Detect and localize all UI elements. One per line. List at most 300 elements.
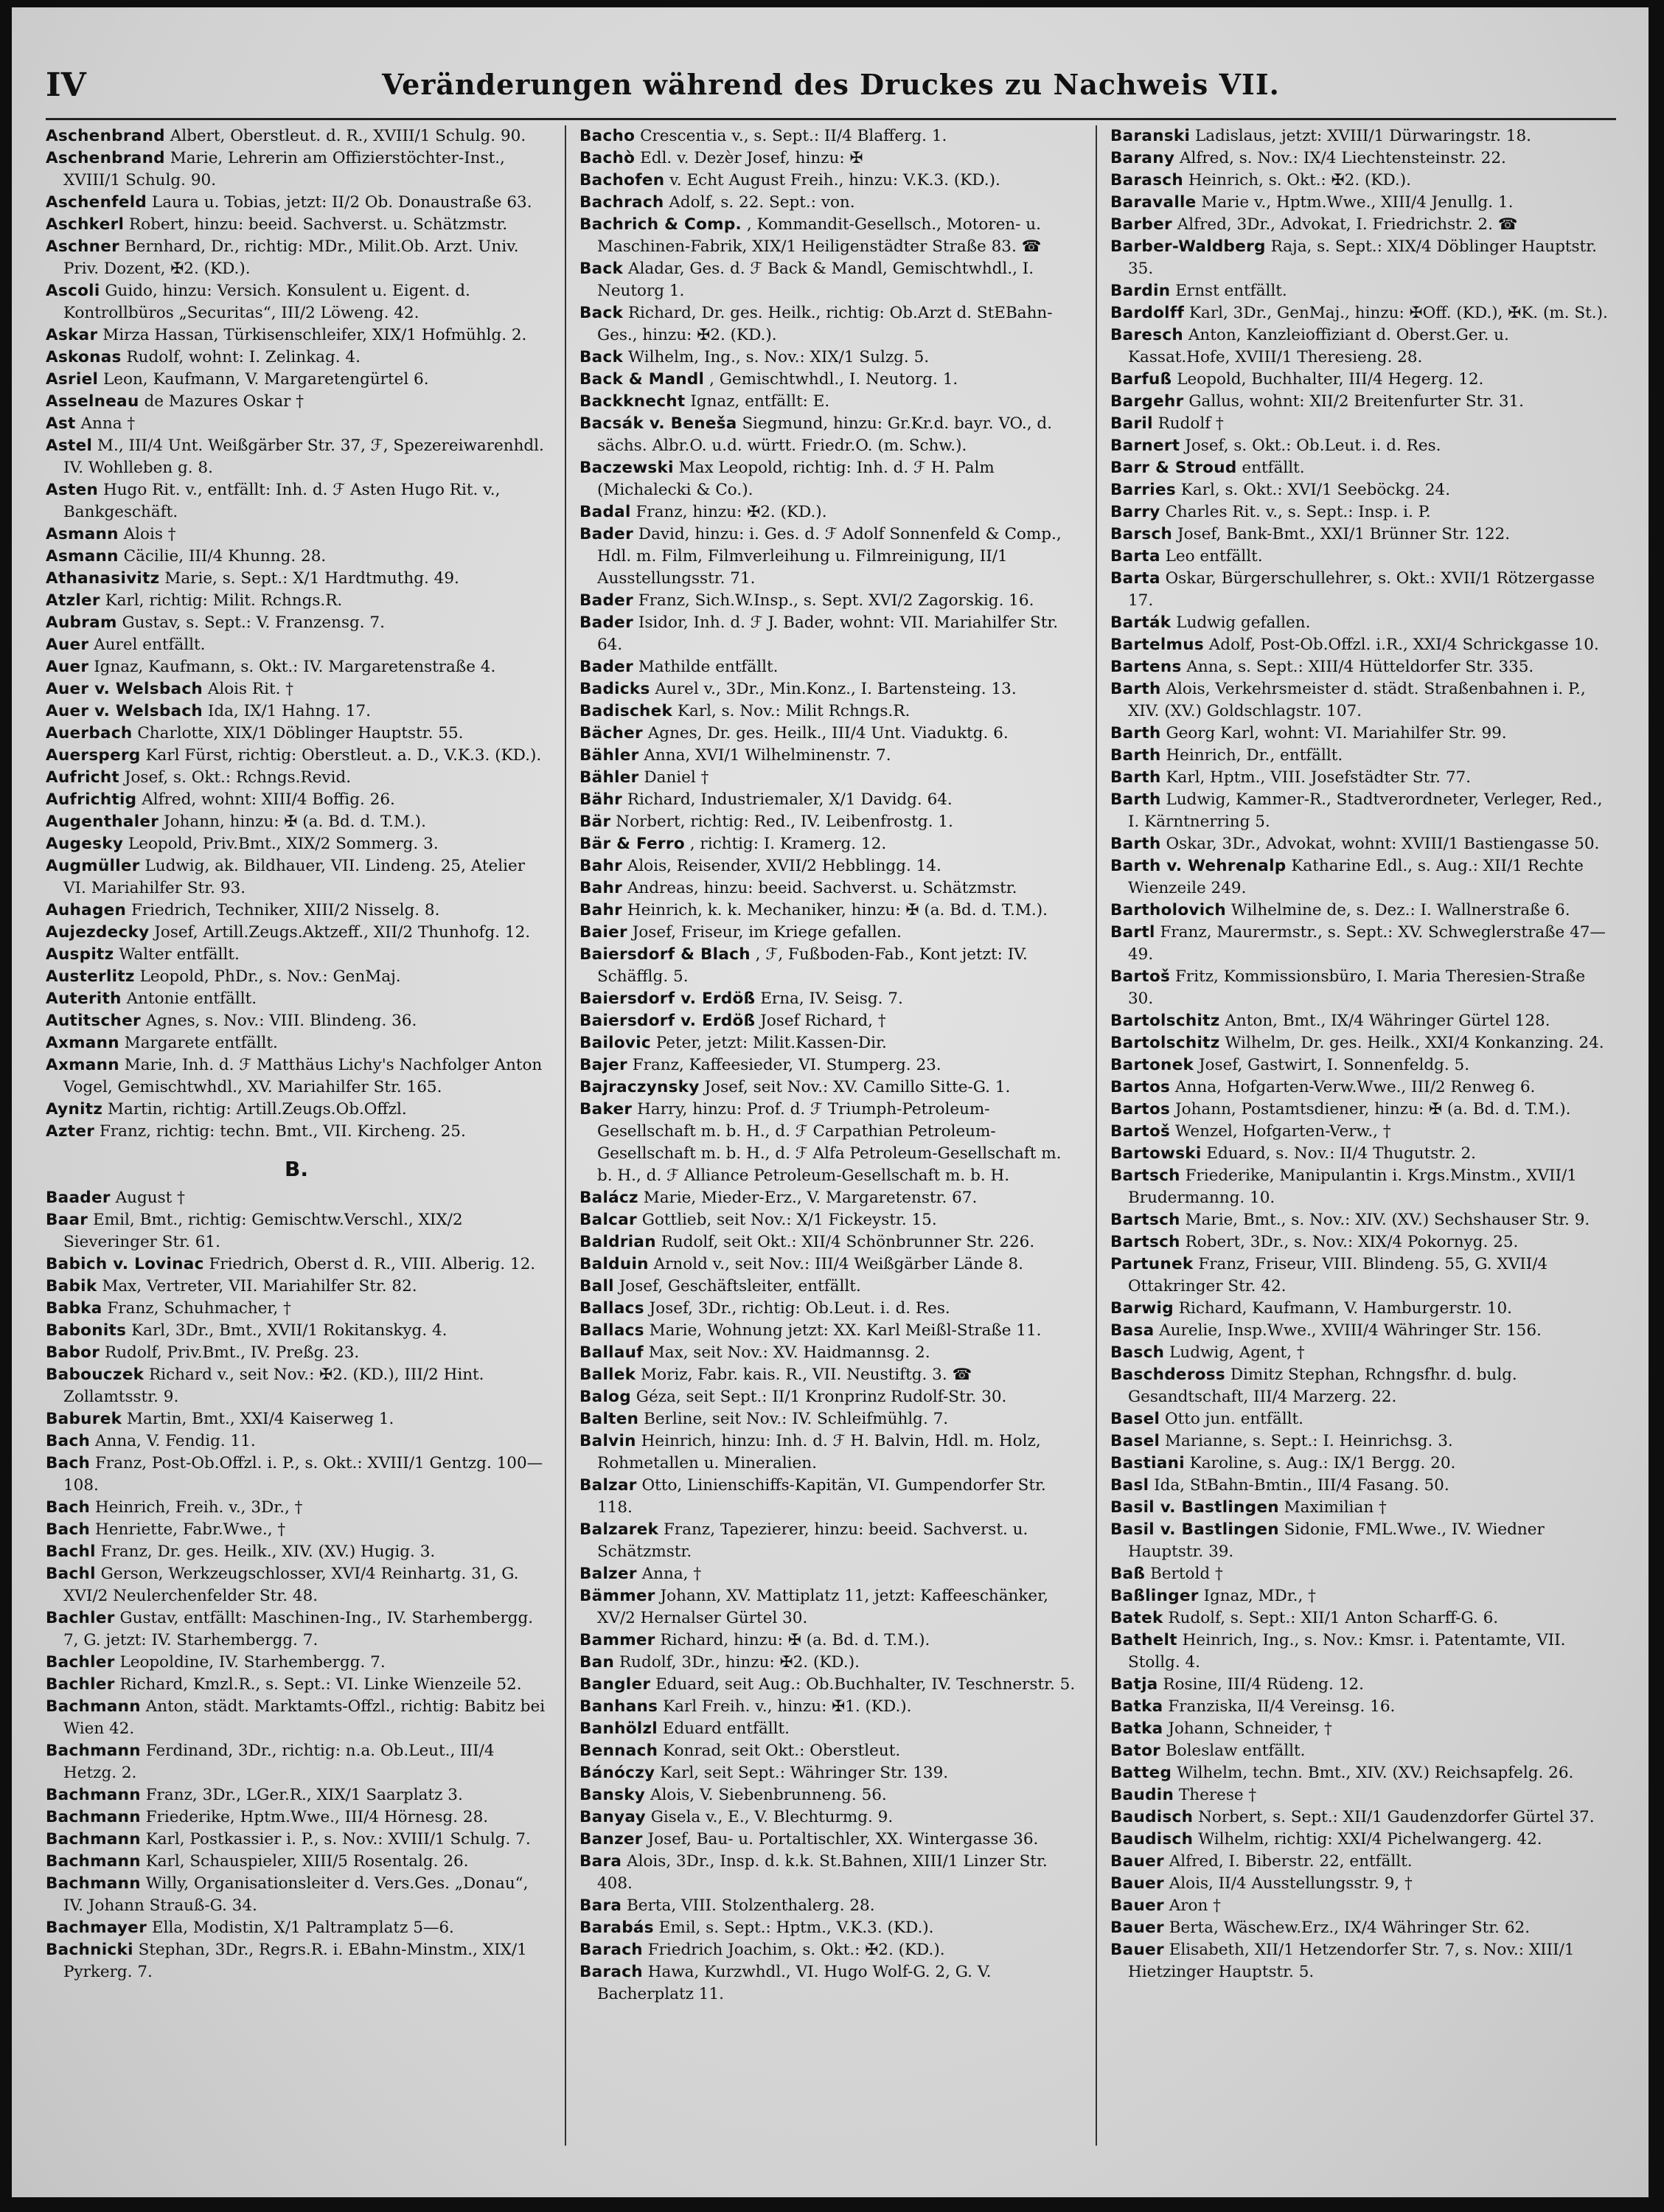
directory-entry — [46, 280, 547, 324]
directory-entry — [1110, 1364, 1612, 1408]
directory-entry — [1110, 1099, 1612, 1121]
entry-surname: Aschenbrand — [46, 127, 165, 145]
entry-surname: Bartolschitz — [1110, 1034, 1220, 1052]
entry-details: Sidonie, FML.Wwe., IV. Wiedner Hauptstr. 39. — [1128, 1520, 1545, 1561]
entry-details: Anna, s. Sept.: XIII/4 Hütteldorfer Str. 335. — [1186, 658, 1534, 676]
entry-details: Daniel † — [644, 768, 709, 787]
directory-entry — [46, 612, 547, 634]
entry-details: Willy, Organisationsleiter d. Vers.Ges. „Donau“, IV. Johann Strauß-G. 34. — [63, 1874, 529, 1915]
entry-details: Franz, richtig: techn. Bmt., VII. Kircheng. 25. — [99, 1122, 466, 1141]
directory-entry — [46, 1099, 547, 1121]
entry-details: Heinrich, s. Okt.: ✠2. (KD.). — [1188, 171, 1411, 189]
directory-entry — [579, 1099, 1081, 1187]
entry-surname: Baschdeross — [1110, 1366, 1225, 1384]
entry-surname: Bartsch — [1110, 1211, 1180, 1229]
entry-details: Siegmund, hinzu: Gr.Kr.d. bayr. VO., d. sächs. Albr.O. u.d. württ. Friedr.O. (m. Schw.). — [597, 414, 1052, 455]
entry-details: Karl, s. Okt.: XVI/1 Seeböckg. 24. — [1180, 481, 1451, 499]
entry-details: Leopold, PhDr., s. Nov.: GenMaj. — [139, 967, 401, 986]
entry-surname: Barták — [1110, 613, 1172, 632]
entry-surname: Barta — [1110, 569, 1160, 588]
entry-surname: Bartonek — [1110, 1056, 1194, 1074]
entry-details: v. Echt August Freih., hinzu: V.K.3. (KD.). — [669, 171, 1000, 189]
directory-entry — [579, 1032, 1081, 1054]
entry-surname: Bachmayer — [46, 1919, 147, 1937]
entry-details: Franz, Kaffeesieder, VI. Stumperg. 23. — [632, 1056, 941, 1074]
entry-surname: Partunek — [1110, 1255, 1194, 1273]
entry-details: Wenzel, Hofgarten-Verw., † — [1175, 1122, 1391, 1141]
entry-surname: Bartens — [1110, 658, 1182, 676]
directory-entry — [1110, 1895, 1612, 1917]
entry-surname: Bachò — [579, 149, 636, 167]
directory-entry — [579, 1806, 1081, 1829]
directory-entry — [1110, 1806, 1612, 1829]
directory-entry — [579, 922, 1081, 944]
directory-entry — [579, 1276, 1081, 1298]
directory-entry — [1110, 501, 1612, 524]
entry-surname: Barth v. Wehrenalp — [1110, 857, 1287, 875]
directory-entry — [1110, 369, 1612, 391]
directory-entry — [1110, 1718, 1612, 1740]
directory-entry — [46, 1917, 547, 1939]
entry-details: Guido, hinzu: Versich. Konsulent u. Eigent. d. Kontrollbüros „Securitas“, III/2 Löweng. 42. — [63, 282, 470, 322]
entry-surname: Barfuß — [1110, 370, 1172, 389]
directory-entry — [46, 745, 547, 767]
entry-details: Ignaz, entfällt: E. — [690, 392, 830, 411]
directory-entry — [579, 944, 1081, 988]
entry-details: Friedrich, Techniker, XIII/2 Nisselg. 8. — [130, 901, 440, 919]
entry-details: Johann, hinzu: ✠ (a. Bd. d. T.M.). — [164, 813, 426, 831]
directory-entry — [46, 391, 547, 413]
directory-entry — [579, 723, 1081, 745]
directory-entry — [1110, 391, 1612, 413]
directory-entry — [579, 1563, 1081, 1585]
directory-entry — [579, 700, 1081, 723]
directory-entry — [1110, 966, 1612, 1010]
entry-details: Josef, Gastwirt, I. Sonnenfeldg. 5. — [1198, 1056, 1470, 1074]
directory-entry — [46, 590, 547, 612]
entry-surname: Baiersdorf v. Erdöß — [579, 1012, 756, 1030]
directory-entry — [1110, 1563, 1612, 1585]
entry-details: Friedrich Joachim, s. Okt.: ✠2. (KD.). — [647, 1941, 945, 1959]
directory-entry — [46, 1652, 547, 1674]
entry-surname: Baader — [46, 1189, 111, 1207]
entry-details: Heinrich, Ing., s. Nov.: Kmsr. i. Patentamte, VII. Stollg. 4. — [1128, 1631, 1566, 1672]
column-divider — [565, 125, 566, 2146]
directory-entry — [579, 1939, 1081, 1961]
directory-entry — [46, 1342, 547, 1364]
entry-details: Karl, seit Sept.: Währinger Str. 139. — [660, 1764, 949, 1782]
entry-details: Emil, s. Sept.: Hptm., V.K.3. (KD.). — [658, 1919, 934, 1937]
entry-surname: Barnert — [1110, 437, 1180, 455]
entry-surname: Baudisch — [1110, 1808, 1194, 1826]
entry-surname: Bämmer — [579, 1587, 655, 1605]
entry-details: Josef, 3Dr., richtig: Ob.Leut. i. d. Res. — [649, 1299, 950, 1318]
entry-surname: Bader — [579, 525, 633, 543]
entry-surname: Babich v. Lovinac — [46, 1255, 204, 1273]
entry-surname: Back — [579, 260, 624, 278]
entry-details: Katharine Edl., s. Aug.: XII/1 Rechte Wienzeile 249. — [1128, 857, 1584, 897]
entry-surname: Balcar — [579, 1211, 637, 1229]
entry-details: Friedrich, Oberst d. R., VIII. Alberig. 12. — [209, 1255, 536, 1273]
directory-entry — [46, 1121, 547, 1143]
entry-surname: Barries — [1110, 481, 1176, 499]
entry-details: Eduard, seit Aug.: Ob.Buchhalter, IV. Teschnerstr. 5. — [655, 1675, 1076, 1694]
entry-details: Harry, hinzu: Prof. d. ℱ Triumph-Petroleum-Gesellschaft m. b. H., d. ℱ Carpathian Petroleum-Gesellschaft m. b. H., d. ℱ Alfa Petroleum-Gesellschaft m. b. H., d. ℱ Alliance Petroleum-Gesellschaft m. b. H. — [597, 1100, 1062, 1185]
entry-details: Rudolf, 3Dr., hinzu: ✠2. (KD.). — [619, 1653, 860, 1672]
entry-details: Josef, Bank-Bmt., XXI/1 Brünner Str. 122. — [1177, 525, 1511, 543]
entry-surname: Bennach — [579, 1742, 658, 1760]
entry-surname: Bach — [46, 1432, 91, 1450]
directory-entry — [579, 1342, 1081, 1364]
directory-entry — [1110, 789, 1612, 833]
entry-details: Franz, Tapezierer, hinzu: beeid. Sachverst. u. Schätzmstr. — [597, 1520, 1028, 1561]
directory-entry — [1110, 1829, 1612, 1851]
entry-details: Josef, s. Okt.: Rchngs.Revid. — [124, 768, 352, 787]
directory-entry — [579, 1519, 1081, 1563]
entry-details: Emil, Bmt., richtig: Gemischtw.Verschl., XIX/2 Sieveringer Str. 61. — [63, 1211, 463, 1251]
entry-details: Franz, 3Dr., LGer.R., XIX/1 Saarplatz 3. — [145, 1786, 463, 1804]
entry-surname: Asten — [46, 481, 99, 499]
entry-details: Konrad, seit Okt.: Oberstleut. — [663, 1742, 901, 1760]
entry-surname: Balten — [579, 1410, 639, 1428]
entry-details: Max, seit Nov.: XV. Haidmannsg. 2. — [648, 1343, 930, 1362]
directory-entry — [1110, 236, 1612, 280]
entry-surname: Baresch — [1110, 326, 1184, 344]
entry-surname: Bardolff — [1110, 304, 1185, 322]
directory-entry — [1110, 457, 1612, 479]
entry-details: Albert, Oberstleut. d. R., XVIII/1 Schulg. 90. — [170, 127, 526, 145]
entry-surname: Bachrich & Comp. — [579, 215, 742, 234]
entry-details: Gustav, entfällt: Maschinen-Ing., IV. Starhembergg. 7, G. jetzt: IV. Starhembergg. 7. — [63, 1609, 534, 1649]
entry-details: Anton, Kanzleioffiziant d. Oberst.Ger. u. Kassat.Hofe, XVIII/1 Theresieng. 28. — [1128, 326, 1509, 366]
entry-details: Ludwig, ak. Bildhauer, VII. Lindeng. 25, Atelier VI. Mariahilfer Str. 93. — [63, 857, 526, 897]
entry-surname: Banhölzl — [579, 1719, 658, 1738]
entry-surname: Bach — [46, 1454, 91, 1472]
entry-surname: Back — [579, 304, 624, 322]
entry-details: Alois, Verkehrsmeister d. städt. Straßenbahnen i. P., XIV. (XV.) Goldschlagstr. 107. — [1128, 680, 1586, 720]
entry-details: Wilhelm, techn. Bmt., XIV. (XV.) Reichsapfelg. 26. — [1177, 1764, 1574, 1782]
page-header — [46, 66, 1616, 111]
entry-surname: Augmüller — [46, 857, 140, 875]
entry-details: Cäcilie, III/4 Khunng. 28. — [123, 547, 327, 566]
entry-surname: Asselneau — [46, 392, 139, 411]
directory-entry — [1110, 524, 1612, 546]
directory-entry — [1110, 1740, 1612, 1762]
directory-entry — [579, 1430, 1081, 1475]
entry-details: Ella, Modistin, X/1 Paltramplatz 5—6. — [151, 1919, 454, 1937]
directory-entry — [579, 125, 1081, 147]
entry-details: Aron † — [1169, 1896, 1221, 1915]
entry-surname: Babor — [46, 1343, 100, 1362]
entry-surname: Autitscher — [46, 1012, 141, 1030]
entry-details: Friederike, Hptm.Wwe., III/4 Hörnesg. 28. — [145, 1808, 489, 1826]
directory-entry — [1110, 612, 1612, 634]
directory-entry — [46, 236, 547, 280]
entry-details: Robert, hinzu: beeid. Sachverst. u. Schätzmstr. — [129, 215, 508, 234]
entry-surname: Aschkerl — [46, 215, 125, 234]
directory-entry — [1110, 546, 1612, 568]
directory-entry — [1110, 678, 1612, 723]
entry-surname: Bansky — [579, 1786, 646, 1804]
entry-details: Otto, Linienschiffs-Kapitän, VI. Gumpendorfer Str. 118. — [597, 1476, 1046, 1517]
entry-surname: Bachnicki — [46, 1941, 133, 1959]
directory-entry — [579, 1917, 1081, 1939]
entry-details: Aladar, Ges. d. ℱ Back & Mandl, Gemischtwhdl., I. Neutorg 1. — [597, 260, 1034, 300]
entry-details: Heinrich, k. k. Mechaniker, hinzu: ✠ (a. Bd. d. T.M.). — [627, 901, 1048, 919]
directory-entry — [1110, 147, 1612, 170]
entry-details: Karoline, s. Aug.: IX/1 Bergg. 20. — [1189, 1454, 1456, 1472]
entry-details: Berta, VIII. Stolzenthalerg. 28. — [627, 1896, 875, 1915]
entry-surname: Auterith — [46, 990, 122, 1008]
entry-details: Marie, Lehrerin am Offizierstöchter-Inst., XVIII/1 Schulg. 90. — [63, 149, 505, 189]
entry-details: Norbert, richtig: Red., IV. Leibenfrostg. 1. — [616, 813, 953, 831]
entry-surname: Ball — [579, 1277, 614, 1295]
directory-entry — [579, 413, 1081, 457]
directory-entry — [579, 369, 1081, 391]
entry-surname: Axmann — [46, 1056, 119, 1074]
directory-entry — [46, 1187, 547, 1209]
entry-details: Marie, s. Sept.: X/1 Hardtmuthg. 49. — [164, 569, 459, 588]
entry-surname: Aujezdecky — [46, 923, 150, 942]
directory-entry — [46, 1298, 547, 1320]
directory-entry — [579, 678, 1081, 700]
entry-surname: Bartholovich — [1110, 901, 1227, 919]
directory-entry — [46, 1408, 547, 1430]
entry-surname: Barth — [1110, 768, 1161, 787]
directory-entry — [579, 1851, 1081, 1895]
entry-details: Ida, IX/1 Hahng. 17. — [207, 702, 372, 720]
directory-entry — [1110, 1408, 1612, 1430]
entry-surname: Bartos — [1110, 1100, 1171, 1119]
directory-entry — [1110, 324, 1612, 369]
directory-entry — [46, 1253, 547, 1276]
entry-details: Anna, XVI/1 Wilhelminenstr. 7. — [644, 746, 891, 765]
directory-entry — [1110, 280, 1612, 302]
directory-entry — [46, 1054, 547, 1099]
directory-entry — [579, 745, 1081, 767]
entry-surname: Barth — [1110, 724, 1161, 742]
entry-surname: Barwig — [1110, 1299, 1174, 1318]
entry-surname: Bartowski — [1110, 1144, 1202, 1163]
entry-surname: Baß — [1110, 1565, 1146, 1583]
entry-surname: Bachmann — [46, 1697, 141, 1716]
entry-details: Richard, Dr. ges. Heilk., richtig: Ob.Arzt d. StEBahn-Ges., hinzu: ✠2. (KD.). — [597, 304, 1053, 344]
directory-entry — [579, 767, 1081, 789]
entry-details: Karl, richtig: Milit. Rchngs.R. — [105, 591, 343, 610]
directory-entry — [46, 1497, 547, 1519]
entry-surname: Barth — [1110, 680, 1161, 698]
directory-entry — [1110, 1674, 1612, 1696]
entry-details: Fritz, Kommissionsbüro, I. Maria Theresien-Straße 30. — [1128, 967, 1586, 1008]
directory-entry — [579, 524, 1081, 590]
directory-entry — [46, 1563, 547, 1607]
entry-surname: Augesky — [46, 835, 124, 853]
directory-entry — [579, 501, 1081, 524]
directory-entry — [579, 811, 1081, 833]
entry-details: Richard v., seit Nov.: ✠2. (KD.), III/2 Hint. Zollamtsstr. 9. — [63, 1366, 484, 1406]
entry-details: Josef, Artill.Zeugs.Aktzeff., XII/2 Thunhofg. 12. — [154, 923, 531, 942]
entry-details: Franz, Sich.W.Insp., s. Sept. XVI/2 Zagorskig. 16. — [638, 591, 1034, 610]
entry-details: Agnes, s. Nov.: VIII. Blindeng. 36. — [145, 1012, 417, 1030]
entry-details: Franz, hinzu: ✠2. (KD.). — [636, 503, 827, 521]
directory-entry — [46, 1851, 547, 1873]
entry-details: Friederike, Manipulantin i. Krgs.Minstm., XVII/1 Brudermanng. 10. — [1128, 1166, 1577, 1207]
directory-entry — [1110, 125, 1612, 147]
entry-details: Anton, Bmt., IX/4 Währinger Gürtel 128. — [1225, 1012, 1550, 1030]
entry-surname: Barsch — [1110, 525, 1173, 543]
entry-surname: Banhans — [579, 1697, 658, 1716]
entry-surname: Auhagen — [46, 901, 127, 919]
directory-entry — [1110, 1939, 1612, 1983]
directory-entry — [579, 1475, 1081, 1519]
entry-surname: Athanasivitz — [46, 569, 160, 588]
entry-details: Antonie entfällt. — [126, 990, 257, 1008]
entry-details: Josef, Friseur, im Kriege gefallen. — [632, 923, 902, 942]
directory-entry — [46, 1320, 547, 1342]
entry-details: Andreas, hinzu: beeid. Sachverst. u. Schätzmstr. — [627, 879, 1017, 897]
directory-entry — [1110, 1143, 1612, 1165]
entry-surname: Baar — [46, 1211, 88, 1229]
directory-entry — [579, 1054, 1081, 1077]
entry-details: Gustav, s. Sept.: V. Franzensg. 7. — [122, 613, 385, 632]
entry-surname: Aubram — [46, 613, 117, 632]
entry-surname: Badischek — [579, 702, 673, 720]
entry-surname: Auer — [46, 636, 89, 654]
entry-details: Berline, seit Nov.: IV. Schleifmühlg. 7. — [644, 1410, 949, 1428]
directory-entry — [46, 1541, 547, 1563]
entry-details: , ℱ, Fußboden-Fab., Kont jetzt: IV. Schäfflg. 5. — [597, 945, 1028, 986]
directory-entry — [579, 1253, 1081, 1276]
entry-details: Franziska, II/4 Vereinsg. 16. — [1168, 1697, 1396, 1716]
entry-details: Karl, 3Dr., GenMaj., hinzu: ✠Off. (KD.), ✠K. (m. St.). — [1188, 304, 1608, 322]
entry-details: Wilhelm, Dr. ges. Heilk., XXI/4 Konkanzing. 24. — [1225, 1034, 1604, 1052]
directory-entry — [46, 1784, 547, 1806]
directory-entry — [46, 789, 547, 811]
entry-details: Karl, Postkassier i. P., s. Nov.: XVIII/1 Schulg. 7. — [145, 1830, 531, 1848]
directory-entry — [46, 524, 547, 546]
entry-surname: Auspitz — [46, 945, 114, 964]
entry-details: Alois, 3Dr., Insp. d. k.k. St.Bahnen, XIII/1 Linzer Str. 408. — [597, 1852, 1048, 1893]
entry-surname: Bachmann — [46, 1830, 141, 1848]
directory-entry — [46, 1364, 547, 1408]
entry-details: Elisabeth, XII/1 Hetzendorfer Str. 7, s. Nov.: XIII/1 Hietzinger Hauptstr. 5. — [1128, 1941, 1575, 1981]
directory-entry — [1110, 1320, 1612, 1342]
directory-entry — [46, 1209, 547, 1253]
entry-surname: Balzer — [579, 1565, 637, 1583]
entry-details: Karl Freih. v., hinzu: ✠1. (KD.). — [663, 1697, 912, 1716]
entry-details: Aurel entfällt. — [94, 636, 206, 654]
directory-entry — [46, 966, 547, 988]
entry-surname: Bachl — [46, 1565, 96, 1583]
entry-surname: Ballacs — [579, 1321, 644, 1340]
entry-surname: Batteg — [1110, 1764, 1172, 1782]
entry-surname: Batek — [1110, 1609, 1163, 1627]
directory-entry — [1110, 900, 1612, 922]
directory-entry — [579, 214, 1081, 258]
entry-surname: Bahr — [579, 857, 623, 875]
entry-details: Oskar, 3Dr., Advokat, wohnt: XVIII/1 Bastiengasse 50. — [1166, 835, 1600, 853]
directory-entry — [46, 988, 547, 1010]
entry-surname: Basil v. Bastlingen — [1110, 1498, 1279, 1517]
entry-surname: Barany — [1110, 149, 1175, 167]
entry-details: Margarete entfällt. — [124, 1034, 278, 1052]
directory-entry — [46, 922, 547, 944]
entry-surname: Bartsch — [1110, 1233, 1180, 1251]
entry-surname: Basel — [1110, 1432, 1160, 1450]
directory-entry — [1110, 1453, 1612, 1475]
entry-surname: Basl — [1110, 1476, 1149, 1495]
entry-surname: Bauer — [1110, 1941, 1164, 1959]
column-2 — [579, 125, 1081, 2190]
entry-details: Gerson, Werkzeugschlosser, XVI/4 Reinhartg. 31, G. XVI/2 Neulerchenfelder Str. 48. — [63, 1565, 519, 1605]
entry-details: Josef, seit Nov.: XV. Camillo Sitte-G. 1. — [704, 1078, 1011, 1096]
entry-surname: Bauer — [1110, 1874, 1164, 1893]
entry-surname: Bara — [579, 1896, 622, 1915]
entry-surname: Bartsch — [1110, 1166, 1180, 1185]
entry-surname: Bach — [46, 1520, 91, 1539]
directory-entry — [1110, 1121, 1612, 1143]
directory-page — [12, 7, 1649, 2197]
entry-details: Alois, V. Siebenbrunneng. 56. — [650, 1786, 887, 1804]
entry-details: Ernst entfällt. — [1175, 282, 1287, 300]
entry-surname: Baczewski — [579, 459, 674, 477]
column-divider — [1096, 125, 1097, 2146]
entry-surname: Auerbach — [46, 724, 133, 742]
entry-details: Bertold † — [1150, 1565, 1223, 1583]
directory-entry — [579, 1961, 1081, 2006]
directory-entry — [579, 1895, 1081, 1917]
entry-details: Erna, IV. Seisg. 7. — [760, 990, 903, 1008]
entry-details: Berta, Wäschew.Erz., IX/4 Währinger Str. 62. — [1169, 1919, 1531, 1937]
entry-surname: Bachmann — [46, 1786, 141, 1804]
entry-details: Karl, s. Nov.: Milit Rchngs.R. — [677, 702, 911, 720]
entry-details: Agnes, Dr. ges. Heilk., III/4 Unt. Viaduktg. 6. — [647, 724, 1009, 742]
directory-entry — [579, 258, 1081, 302]
entry-details: Hugo Rit. v., entfällt: Inh. d. ℱ Asten Hugo Rit. v., Bankgeschäft. — [63, 481, 501, 521]
entry-details: Alois, Reisender, XVII/2 Hebblingg. 14. — [627, 857, 941, 875]
entry-surname: Baßlinger — [1110, 1587, 1199, 1605]
entry-details: David, hinzu: i. Ges. d. ℱ Adolf Sonnenfeld & Comp., Hdl. m. Film, Filmverleihung u. Filmreinigung, II/1 Ausstellungsstr. 71. — [597, 525, 1062, 588]
entry-surname: Baudisch — [1110, 1830, 1194, 1848]
directory-entry — [46, 700, 547, 723]
directory-entry — [46, 723, 547, 745]
entry-surname: Astel — [46, 437, 93, 455]
entry-surname: Barry — [1110, 503, 1160, 521]
directory-entry — [46, 192, 547, 214]
entry-details: Anna, V. Fendig. 11. — [95, 1432, 256, 1450]
directory-entry — [579, 1762, 1081, 1784]
entry-details: Boleslaw entfällt. — [1165, 1742, 1306, 1760]
entry-details: Ludwig gefallen. — [1176, 613, 1311, 632]
directory-entry — [46, 1873, 547, 1917]
entry-surname: Baiersdorf v. Erdöß — [579, 990, 756, 1008]
entry-details: Alfred, I. Biberstr. 22, entfällt. — [1169, 1852, 1413, 1871]
entry-surname: Ast — [46, 414, 76, 433]
entry-surname: Bajer — [579, 1056, 627, 1074]
entry-details: Franz, Friseur, VIII. Blindeng. 55, G. XVII/4 Ottakringer Str. 42. — [1128, 1255, 1548, 1295]
entry-details: Marianne, s. Sept.: I. Heinrichsg. 3. — [1165, 1432, 1453, 1450]
directory-entry — [46, 546, 547, 568]
entry-surname: Barth — [1110, 790, 1161, 809]
entry-surname: Barber — [1110, 215, 1172, 234]
entry-details: Franz, Maurermstr., s. Sept.: XV. Schweglerstraße 47—49. — [1128, 923, 1606, 964]
entry-details: Wilhelm, Ing., s. Nov.: XIX/1 Sulzg. 5. — [627, 348, 930, 366]
directory-entry — [46, 479, 547, 524]
directory-entry — [46, 900, 547, 922]
directory-entry — [579, 1696, 1081, 1718]
entry-surname: Bähler — [579, 768, 639, 787]
entry-surname: Barabás — [579, 1919, 654, 1937]
